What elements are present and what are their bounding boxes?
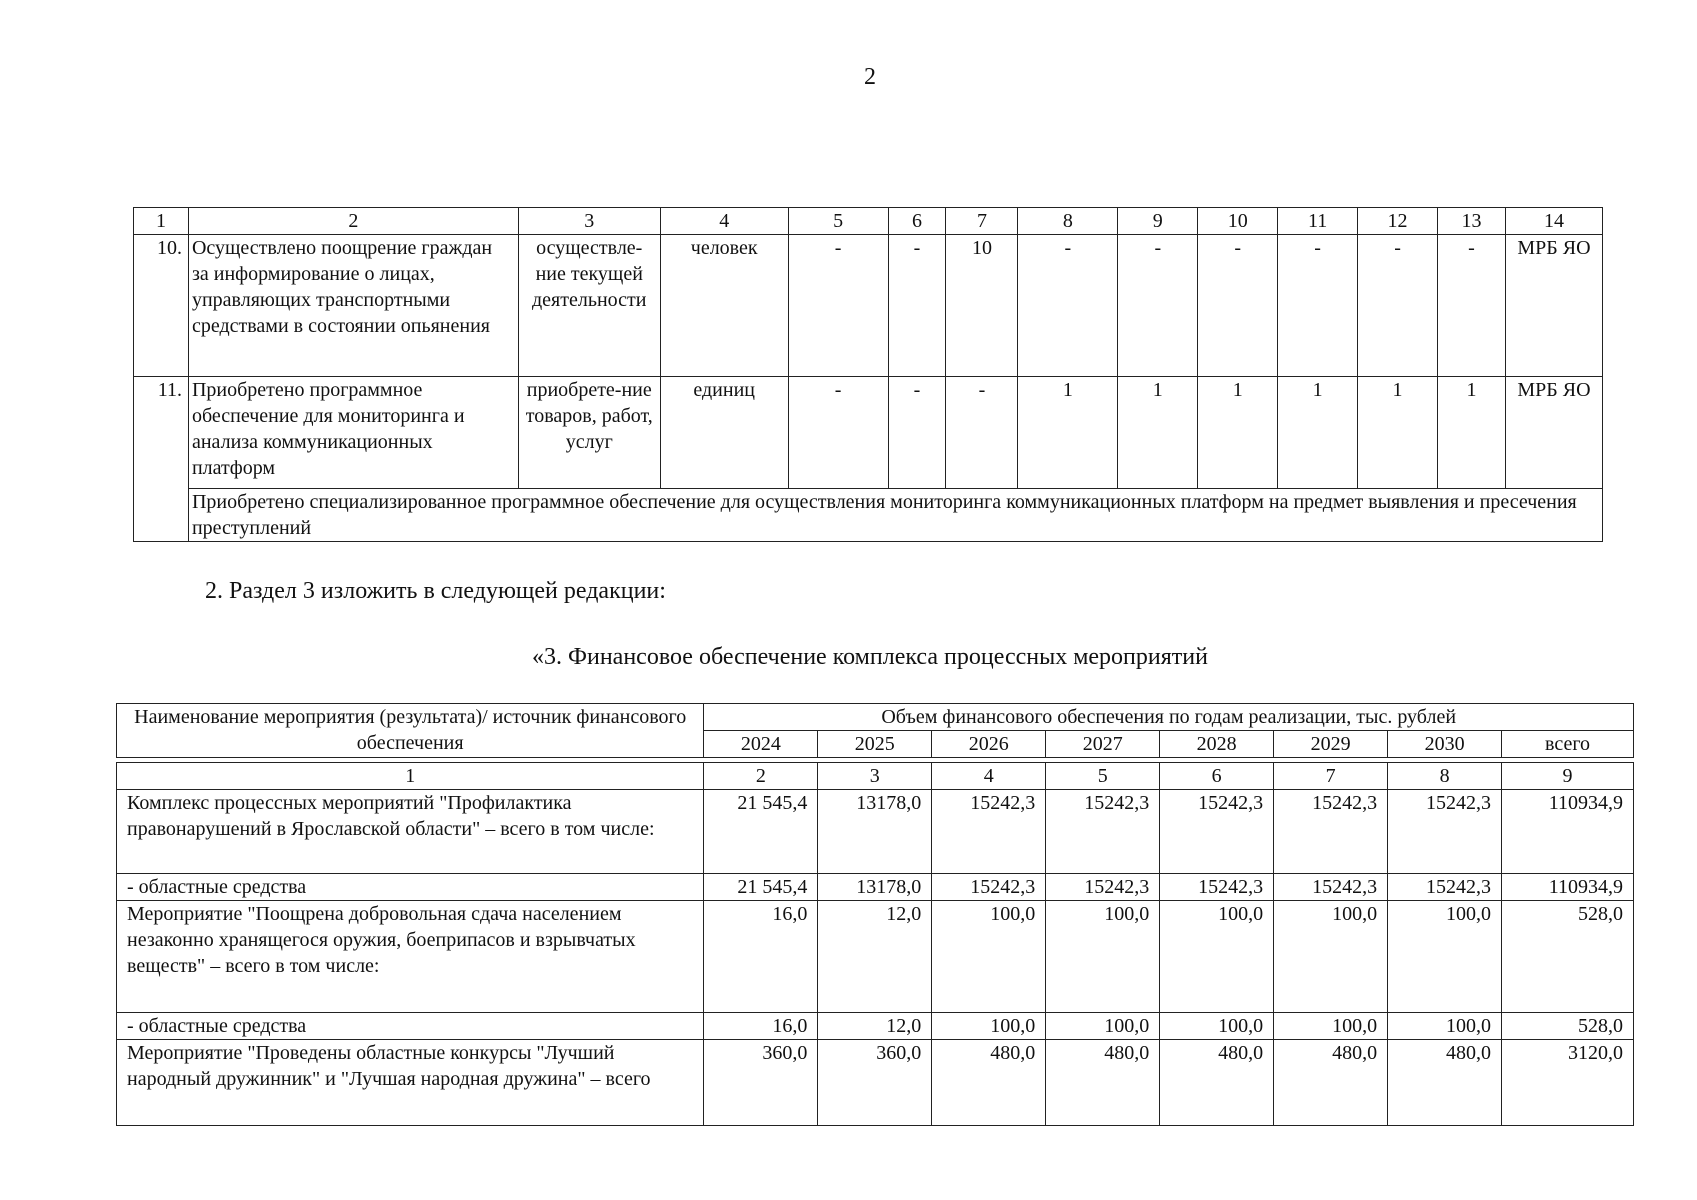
header-financing-volume: Объем финансового обеспечения по годам реализации, тыс. рублей [704, 704, 1634, 731]
section-title: «3. Финансовое обеспечение комплекса процессных мероприятий [532, 644, 1208, 670]
amount-cell: 480,0 [1046, 1040, 1160, 1126]
financing-table [116, 703, 1634, 1126]
amount-cell: 528,0 [1502, 901, 1634, 1013]
table-row [117, 1040, 1634, 1126]
col-number: 3 [518, 208, 660, 235]
col-number: 11 [1278, 208, 1358, 235]
result-name: Приобретено программное обеспечение для мониторинга и анализа коммуникационных платформ [188, 377, 518, 489]
note-row [134, 489, 1603, 542]
amount-cell: 16,0 [704, 901, 818, 1013]
col-number: 8 [1388, 763, 1502, 790]
table-row [117, 901, 1634, 1013]
value-cell: - [1018, 235, 1118, 377]
amount-cell: 15242,3 [1388, 790, 1502, 874]
amount-cell: 480,0 [1388, 1040, 1502, 1126]
value-cell: - [946, 377, 1018, 489]
amount-cell: 100,0 [1388, 901, 1502, 1013]
amount-cell: 15242,3 [1160, 790, 1274, 874]
year-header: 2024 [704, 731, 818, 758]
amount-cell: 480,0 [1160, 1040, 1274, 1126]
amount-cell: 100,0 [1388, 1013, 1502, 1040]
results-table [133, 207, 1603, 542]
col-number: 7 [946, 208, 1018, 235]
table-row [117, 874, 1634, 901]
amount-cell: 15242,3 [1274, 874, 1388, 901]
value-cell: - [788, 377, 888, 489]
result-name: Осуществлено поощрение граждан за информирование о лицах, управляющих транспортными средствами в состоянии опьянения [188, 235, 518, 377]
amount-cell: 15242,3 [932, 790, 1046, 874]
value-cell: - [888, 377, 946, 489]
col-number: 5 [788, 208, 888, 235]
amount-cell: 12,0 [818, 901, 932, 1013]
col-number: 8 [1018, 208, 1118, 235]
amount-cell: 12,0 [818, 1013, 932, 1040]
amount-cell: 15242,3 [1160, 874, 1274, 901]
amount-cell: 15242,3 [1388, 874, 1502, 901]
col-number: 9 [1118, 208, 1198, 235]
financing-header-row [117, 704, 1634, 731]
total-header: всего [1502, 731, 1634, 758]
col-number: 14 [1505, 208, 1602, 235]
column-numbers-row [117, 763, 1634, 790]
header-event-name: Наименование мероприятия (результата)/ источник финансового обеспечения [117, 704, 704, 758]
value-cell: 10 [946, 235, 1018, 377]
amount-cell: 360,0 [704, 1040, 818, 1126]
amount-cell: 21 545,4 [704, 874, 818, 901]
results-table-header-row [134, 208, 1603, 235]
amount-cell: 110934,9 [1502, 790, 1634, 874]
year-header: 2029 [1274, 731, 1388, 758]
table-row [134, 377, 1603, 489]
col-number: 4 [660, 208, 788, 235]
row-number: 11. [134, 377, 189, 542]
amount-cell: 100,0 [1046, 1013, 1160, 1040]
amount-cell: 16,0 [704, 1013, 818, 1040]
value-cell: - [1438, 235, 1506, 377]
amount-cell: 100,0 [1046, 901, 1160, 1013]
value-cell: 1 [1358, 377, 1438, 489]
amount-cell: 15242,3 [1046, 874, 1160, 901]
result-type: осуществле-ние текущей деятельности [518, 235, 660, 377]
col-number: 2 [188, 208, 518, 235]
amount-cell: 15242,3 [1046, 790, 1160, 874]
row-number: 10. [134, 235, 189, 377]
value-cell: 1 [1278, 377, 1358, 489]
amount-cell: 100,0 [932, 901, 1046, 1013]
amendment-paragraph: 2. Раздел 3 изложить в следующей редакции: [205, 578, 666, 604]
amount-cell: 110934,9 [1502, 874, 1634, 901]
amount-cell: 100,0 [1160, 901, 1274, 1013]
col-number: 13 [1438, 208, 1506, 235]
amount-cell: 480,0 [932, 1040, 1046, 1126]
event-name: - областные средства [117, 1013, 704, 1040]
amount-cell: 3120,0 [1502, 1040, 1634, 1126]
amount-cell: 21 545,4 [704, 790, 818, 874]
table-row [117, 790, 1634, 874]
event-name: Мероприятие "Проведены областные конкурсы "Лучший народный дружинник" и "Лучшая народная дружина" – всего [117, 1040, 704, 1126]
value-cell: 1 [1198, 377, 1278, 489]
year-header: 2027 [1046, 731, 1160, 758]
amount-cell: 100,0 [932, 1013, 1046, 1040]
amount-cell: 480,0 [1274, 1040, 1388, 1126]
amount-cell: 13178,0 [818, 874, 932, 901]
amount-cell: 15242,3 [1274, 790, 1388, 874]
value-cell: - [888, 235, 946, 377]
year-header: 2028 [1160, 731, 1274, 758]
year-header: 2030 [1388, 731, 1502, 758]
amount-cell: 100,0 [1274, 901, 1388, 1013]
value-cell: 1 [1018, 377, 1118, 489]
value-cell: - [1118, 235, 1198, 377]
col-number: 2 [704, 763, 818, 790]
source: МРБ ЯО [1505, 377, 1602, 489]
amount-cell: 13178,0 [818, 790, 932, 874]
col-number: 1 [117, 763, 704, 790]
value-cell: - [1198, 235, 1278, 377]
value-cell: 1 [1118, 377, 1198, 489]
year-header: 2026 [932, 731, 1046, 758]
col-number: 6 [888, 208, 946, 235]
event-name: Мероприятие "Поощрена добровольная сдача населением незаконно хранящегося оружия, боеприпасов и взрывчатых веществ" – всего в том числе: [117, 901, 704, 1013]
col-number: 7 [1274, 763, 1388, 790]
col-number: 4 [932, 763, 1046, 790]
year-header: 2025 [818, 731, 932, 758]
col-number: 3 [818, 763, 932, 790]
event-name: - областные средства [117, 874, 704, 901]
amount-cell: 528,0 [1502, 1013, 1634, 1040]
table-row [134, 235, 1603, 377]
amount-cell: 360,0 [818, 1040, 932, 1126]
col-number: 6 [1160, 763, 1274, 790]
amount-cell: 15242,3 [932, 874, 1046, 901]
col-number: 10 [1198, 208, 1278, 235]
col-number: 1 [134, 208, 189, 235]
col-number: 9 [1502, 763, 1634, 790]
unit: человек [660, 235, 788, 377]
col-number: 12 [1358, 208, 1438, 235]
table-row [117, 1013, 1634, 1040]
page-number: 2 [864, 64, 876, 90]
result-note: Приобретено специализированное программное обеспечение для осуществления мониторинга коммуникационных платформ на предмет выявления и пресечения преступлений [188, 489, 1602, 542]
event-name: Комплекс процессных мероприятий "Профилактика правонарушений в Ярославской области" – всего в том числе: [117, 790, 704, 874]
value-cell: - [1358, 235, 1438, 377]
amount-cell: 100,0 [1274, 1013, 1388, 1040]
value-cell: 1 [1438, 377, 1506, 489]
source: МРБ ЯО [1505, 235, 1602, 377]
amount-cell: 100,0 [1160, 1013, 1274, 1040]
result-type: приобрете-ние товаров, работ, услуг [518, 377, 660, 489]
unit: единиц [660, 377, 788, 489]
value-cell: - [1278, 235, 1358, 377]
value-cell: - [788, 235, 888, 377]
col-number: 5 [1046, 763, 1160, 790]
